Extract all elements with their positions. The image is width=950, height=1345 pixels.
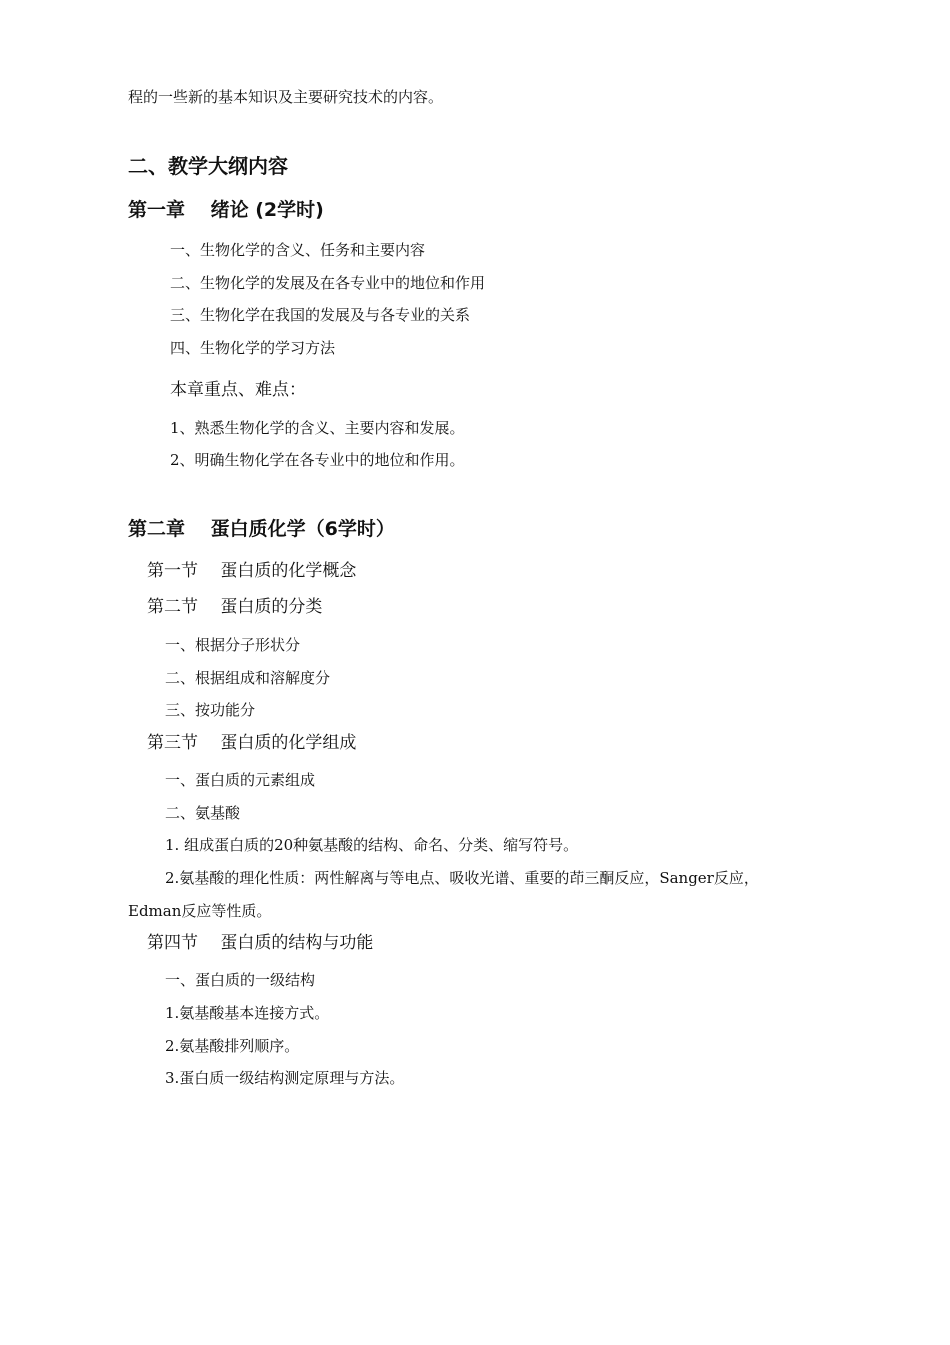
- node-2-item: 二、根据组成和溶解度分: [165, 669, 331, 687]
- section-node-2: 第二节 蛋白质的分类: [147, 597, 323, 617]
- keypoint-item: 2、明确生物化学在各专业中的地位和作用。: [170, 451, 465, 469]
- section-node-1: 第一节 蛋白质的化学概念: [147, 561, 357, 581]
- chapter-1-item: 二、生物化学的发展及在各专业中的地位和作用: [170, 274, 486, 292]
- chapter-1-item: 一、生物化学的含义、任务和主要内容: [170, 241, 426, 259]
- node-4-item: 3.蛋白质一级结构测定原理与方法。: [165, 1069, 405, 1087]
- keypoint-item: 1、熟悉生物化学的含义、主要内容和发展。: [170, 419, 465, 437]
- section-node-4: 第四节 蛋白质的结构与功能: [147, 933, 374, 953]
- section-node-3: 第三节 蛋白质的化学组成: [147, 733, 357, 753]
- chapter-1-title: 第一章 绪论 (2学时): [128, 199, 324, 221]
- chapter-1-item: 三、生物化学在我国的发展及与各专业的关系: [170, 306, 471, 324]
- node-3-item: 一、蛋白质的元素组成: [165, 771, 316, 789]
- node-3-item: 1. 组成蛋白质的20种氨基酸的结构、命名、分类、缩写符号。: [165, 836, 579, 854]
- node-2-item: 一、根据分子形状分: [165, 636, 301, 654]
- node-4-item: 1.氨基酸基本连接方式。: [165, 1004, 330, 1022]
- node-4-item: 2.氨基酸排列顺序。: [165, 1037, 300, 1055]
- node-3-item: 二、氨基酸: [165, 804, 241, 822]
- chapter-1-item: 四、生物化学的学习方法: [170, 339, 336, 357]
- node-3-item-continuation: Edman反应等性质。: [128, 902, 272, 920]
- chapter-2-title: 第二章 蛋白质化学（6学时）: [128, 518, 395, 540]
- node-3-item: 2.氨基酸的理化性质：两性解离与等电点、吸收光谱、重要的茚三酮反应，Sanger反应，: [165, 869, 759, 887]
- node-2-item: 三、按功能分: [165, 701, 256, 719]
- node-4-item: 一、蛋白质的一级结构: [165, 971, 316, 989]
- section-title: 二、教学大纲内容: [128, 154, 288, 178]
- intro-line: 程的一些新的基本知识及主要研究技术的内容。: [128, 88, 444, 106]
- keypoints-heading: 本章重点、难点：: [170, 380, 306, 400]
